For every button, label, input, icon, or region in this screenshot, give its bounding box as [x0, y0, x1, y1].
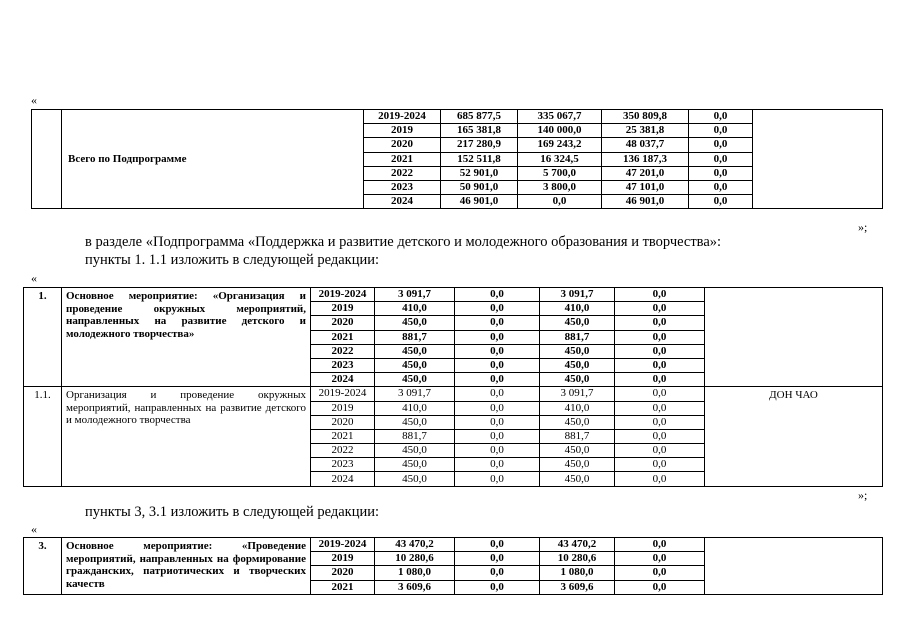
subprogram-total-table	[31, 109, 883, 209]
amount-cell: 217 280,9	[441, 138, 518, 152]
period-cell: 2023	[364, 180, 441, 194]
amount-cell: 0,0	[689, 124, 753, 138]
period-cell: 2022	[364, 166, 441, 180]
amount-cell: 450,0	[540, 415, 615, 429]
period-cell: 2019-2024	[311, 387, 375, 401]
items-1-table	[23, 287, 883, 487]
amount-cell: 450,0	[375, 458, 455, 472]
amount-cell: 0,0	[615, 316, 705, 330]
amount-cell: 0,0	[455, 358, 540, 372]
amount-cell: 136 187,3	[602, 152, 689, 166]
amount-cell: 0,0	[455, 387, 540, 401]
item-description: Основное мероприятие: «Организация и проведение окружных мероприятий, направленных на развитие детского и молодежного творчества»	[62, 288, 311, 387]
table-row	[24, 538, 883, 552]
empty-cell	[32, 110, 62, 209]
empty-cell	[753, 110, 883, 209]
amount-cell: 450,0	[375, 444, 455, 458]
item-number: 3.	[24, 538, 62, 595]
amount-cell: 0,0	[455, 472, 540, 486]
amount-cell: 3 609,6	[375, 580, 455, 594]
open-quote-3: «	[31, 522, 37, 536]
amount-cell: 0,0	[689, 138, 753, 152]
amount-cell: 46 901,0	[602, 195, 689, 209]
items-3-table	[23, 537, 883, 595]
amount-cell: 0,0	[615, 472, 705, 486]
table-row	[24, 387, 883, 401]
amount-cell: 450,0	[540, 444, 615, 458]
amount-cell: 450,0	[540, 358, 615, 372]
amount-cell: 0,0	[689, 110, 753, 124]
amount-cell: 5 700,0	[518, 166, 602, 180]
amount-cell: 48 037,7	[602, 138, 689, 152]
amount-cell: 0,0	[615, 538, 705, 552]
amount-cell: 410,0	[540, 302, 615, 316]
amount-cell: 0,0	[615, 358, 705, 372]
amount-cell: 450,0	[375, 472, 455, 486]
amount-cell: 0,0	[455, 344, 540, 358]
amount-cell: 0,0	[615, 288, 705, 302]
amount-cell: 46 901,0	[441, 195, 518, 209]
amount-cell: 335 067,7	[518, 110, 602, 124]
amount-cell: 0,0	[615, 415, 705, 429]
amount-cell: 0,0	[455, 566, 540, 580]
amount-cell: 0,0	[615, 302, 705, 316]
amount-cell: 10 280,6	[375, 552, 455, 566]
amount-cell: 3 091,7	[540, 387, 615, 401]
amount-cell: 410,0	[375, 401, 455, 415]
amount-cell: 3 091,7	[375, 288, 455, 302]
amount-cell: 0,0	[455, 444, 540, 458]
amount-cell: 0,0	[689, 195, 753, 209]
amount-cell: 165 381,8	[441, 124, 518, 138]
period-cell: 2021	[311, 580, 375, 594]
amount-cell: 450,0	[540, 458, 615, 472]
amount-cell: 881,7	[375, 330, 455, 344]
amount-cell: 25 381,8	[602, 124, 689, 138]
amount-cell: 0,0	[615, 552, 705, 566]
period-cell: 2020	[311, 566, 375, 580]
amount-cell: 169 243,2	[518, 138, 602, 152]
amount-cell: 450,0	[540, 373, 615, 387]
amount-cell: 410,0	[375, 302, 455, 316]
period-cell: 2019-2024	[364, 110, 441, 124]
amount-cell: 47 201,0	[602, 166, 689, 180]
amount-cell: 0,0	[615, 373, 705, 387]
amount-cell: 50 901,0	[441, 180, 518, 194]
amount-cell: 0,0	[615, 330, 705, 344]
period-cell: 2024	[311, 472, 375, 486]
amount-cell: 0,0	[455, 580, 540, 594]
amount-cell: 0,0	[689, 166, 753, 180]
period-cell: 2019-2024	[311, 288, 375, 302]
period-cell: 2019	[311, 401, 375, 415]
close-quote-2: »;	[858, 488, 868, 502]
amount-cell: 43 470,2	[375, 538, 455, 552]
amount-cell: 0,0	[455, 429, 540, 443]
amount-cell: 0,0	[615, 429, 705, 443]
open-quote-1: «	[31, 93, 37, 107]
period-cell: 2023	[311, 358, 375, 372]
amount-cell: 450,0	[540, 344, 615, 358]
period-cell: 2022	[311, 444, 375, 458]
amount-cell: 152 511,8	[441, 152, 518, 166]
amount-cell: 685 877,5	[441, 110, 518, 124]
amount-cell: 350 809,8	[602, 110, 689, 124]
amount-cell: 0,0	[455, 415, 540, 429]
amount-cell: 0,0	[615, 444, 705, 458]
amount-cell: 450,0	[540, 472, 615, 486]
amount-cell: 1 080,0	[540, 566, 615, 580]
period-cell: 2021	[311, 429, 375, 443]
close-quote-1: »;	[858, 220, 868, 234]
amount-cell: 140 000,0	[518, 124, 602, 138]
period-cell: 2019	[311, 552, 375, 566]
amount-cell: 0,0	[455, 373, 540, 387]
amount-cell: 450,0	[375, 316, 455, 330]
amount-cell: 0,0	[615, 401, 705, 415]
item-description: Организация и проведение окружных мероприятий, направленных на развитие детского и молодежного творчества	[62, 387, 311, 486]
amount-cell: 0,0	[455, 458, 540, 472]
amount-cell: 3 609,6	[540, 580, 615, 594]
amount-cell: 0,0	[518, 195, 602, 209]
amount-cell: 1 080,0	[375, 566, 455, 580]
amount-cell: 881,7	[540, 429, 615, 443]
amount-cell: 0,0	[455, 401, 540, 415]
amount-cell: 3 091,7	[540, 288, 615, 302]
amount-cell: 410,0	[540, 401, 615, 415]
amount-cell: 3 091,7	[375, 387, 455, 401]
period-cell: 2021	[364, 152, 441, 166]
amount-cell: 0,0	[689, 180, 753, 194]
period-cell: 2020	[311, 316, 375, 330]
total-label: Всего по Подпрограмме	[62, 110, 364, 209]
amount-cell: 881,7	[540, 330, 615, 344]
item-description: Основное мероприятие: «Проведение мероприятий, направленных на формирование гражданских, патриотических и творческих качеств	[62, 538, 311, 595]
amount-cell: 0,0	[455, 552, 540, 566]
period-cell: 2019	[364, 124, 441, 138]
amount-cell: 10 280,6	[540, 552, 615, 566]
amount-cell: 47 101,0	[602, 180, 689, 194]
period-cell: 2024	[364, 195, 441, 209]
amount-cell: 0,0	[689, 152, 753, 166]
amount-cell: 450,0	[375, 415, 455, 429]
period-cell: 2023	[311, 458, 375, 472]
period-cell: 2020	[364, 138, 441, 152]
amount-cell: 52 901,0	[441, 166, 518, 180]
item-number: 1.	[24, 288, 62, 387]
amount-cell: 0,0	[615, 387, 705, 401]
amount-cell: 43 470,2	[540, 538, 615, 552]
amount-cell: 16 324,5	[518, 152, 602, 166]
table-row	[32, 110, 883, 124]
period-cell: 2020	[311, 415, 375, 429]
period-cell: 2022	[311, 344, 375, 358]
period-cell: 2024	[311, 373, 375, 387]
amount-cell: 0,0	[455, 316, 540, 330]
amount-cell: 881,7	[375, 429, 455, 443]
amount-cell: 0,0	[615, 566, 705, 580]
amount-cell: 0,0	[615, 580, 705, 594]
amount-cell: 0,0	[455, 538, 540, 552]
empty-cell	[705, 288, 883, 387]
amount-cell: 450,0	[540, 316, 615, 330]
items-3-paragraph: пункты 3, 3.1 изложить в следующей редакции:	[85, 504, 380, 520]
amount-cell: 450,0	[375, 358, 455, 372]
item-number: 1.1.	[24, 387, 62, 486]
section-paragraph: в разделе «Подпрограмма «Поддержка и развитие детского и молодежного образования и творчества»:	[85, 234, 722, 250]
period-cell: 2021	[311, 330, 375, 344]
open-quote-2: «	[31, 271, 37, 285]
empty-cell	[705, 538, 883, 595]
period-cell: 2019-2024	[311, 538, 375, 552]
executor-cell: ДОН ЧАО	[705, 387, 883, 486]
amount-cell: 450,0	[375, 373, 455, 387]
amount-cell: 0,0	[615, 344, 705, 358]
amount-cell: 0,0	[615, 458, 705, 472]
amount-cell: 0,0	[455, 330, 540, 344]
amount-cell: 450,0	[375, 344, 455, 358]
table-row	[24, 288, 883, 302]
amount-cell: 0,0	[455, 288, 540, 302]
items-1-paragraph: пункты 1. 1.1 изложить в следующей редакции:	[85, 252, 380, 268]
amount-cell: 0,0	[455, 302, 540, 316]
amount-cell: 3 800,0	[518, 180, 602, 194]
period-cell: 2019	[311, 302, 375, 316]
